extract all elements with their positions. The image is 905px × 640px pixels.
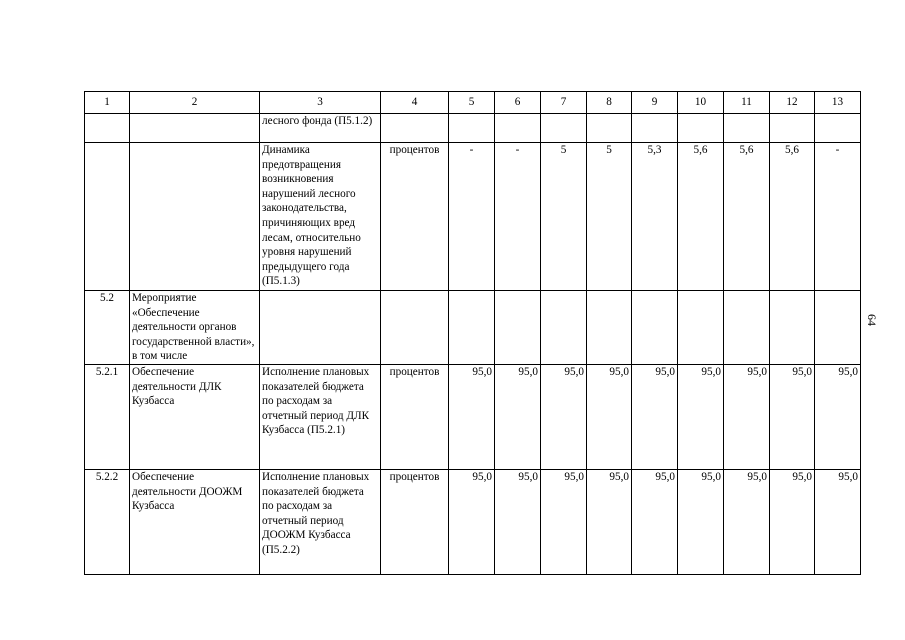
event-name: Мероприятие «Обеспечение деятельности органов государственной власти», в том числе: [130, 291, 260, 365]
value-cell: -: [495, 143, 541, 291]
row-number: 5.2.2: [85, 469, 130, 574]
value-cell: [587, 114, 632, 143]
value-cell: [815, 291, 861, 365]
page-number: 64: [865, 314, 879, 326]
col-header-10: 10: [678, 92, 724, 114]
col-header-11: 11: [724, 92, 770, 114]
indicator-name: Динамика предотвращения возникновения нарушений лесного законодательства, причиняющих вред лесам, относительно уровня нарушений предыдущего года (П5.1.3): [260, 143, 381, 291]
value-cell: 95,0: [587, 364, 632, 469]
unit-cell: процентов: [381, 143, 449, 291]
value-cell: 95,0: [770, 469, 815, 574]
value-cell: 95,0: [815, 469, 861, 574]
unit-cell: процентов: [381, 364, 449, 469]
value-cell: 5,6: [678, 143, 724, 291]
value-cell: 95,0: [449, 364, 495, 469]
event-name: Обеспечение деятельности ДООЖМ Кузбасса: [130, 469, 260, 574]
value-cell: 95,0: [678, 364, 724, 469]
col-header-2: 2: [130, 92, 260, 114]
table-row: [85, 469, 861, 574]
value-cell: [449, 114, 495, 143]
col-header-4: 4: [381, 92, 449, 114]
value-cell: [678, 291, 724, 365]
col-header-12: 12: [770, 92, 815, 114]
value-cell: 95,0: [632, 469, 678, 574]
event-name: [130, 143, 260, 291]
unit-cell: [381, 291, 449, 365]
table-row: [85, 291, 861, 365]
value-cell: [495, 291, 541, 365]
value-cell: 95,0: [770, 364, 815, 469]
row-number: 5.2.1: [85, 364, 130, 469]
value-cell: 5: [541, 143, 587, 291]
col-header-13: 13: [815, 92, 861, 114]
col-header-9: 9: [632, 92, 678, 114]
header-row: [85, 92, 861, 114]
unit-cell: процентов: [381, 469, 449, 574]
unit-cell: [381, 114, 449, 143]
event-name: Обеспечение деятельности ДЛК Кузбасса: [130, 364, 260, 469]
value-cell: 5,6: [724, 143, 770, 291]
value-cell: 5,6: [770, 143, 815, 291]
value-cell: 95,0: [541, 469, 587, 574]
value-cell: 5: [587, 143, 632, 291]
value-cell: 95,0: [449, 469, 495, 574]
col-header-6: 6: [495, 92, 541, 114]
indicator-name: Исполнение плановых показателей бюджета по расходам за отчетный период ДООЖМ Кузбасса (П5.2.2): [260, 469, 381, 574]
value-cell: [724, 291, 770, 365]
row-number: [85, 143, 130, 291]
value-cell: 95,0: [724, 364, 770, 469]
col-header-3: 3: [260, 92, 381, 114]
col-header-1: 1: [85, 92, 130, 114]
value-cell: [541, 114, 587, 143]
value-cell: 5,3: [632, 143, 678, 291]
value-cell: [678, 114, 724, 143]
indicators-table: [84, 91, 861, 575]
row-number: [85, 114, 130, 143]
value-cell: [632, 291, 678, 365]
value-cell: 95,0: [678, 469, 724, 574]
value-cell: [449, 291, 495, 365]
table-row: [85, 143, 861, 291]
indicator-name: лесного фонда (П5.1.2): [260, 114, 381, 143]
value-cell: 95,0: [724, 469, 770, 574]
col-header-8: 8: [587, 92, 632, 114]
table-row: [85, 364, 861, 469]
col-header-5: 5: [449, 92, 495, 114]
value-cell: 95,0: [632, 364, 678, 469]
value-cell: [495, 114, 541, 143]
value-cell: [632, 114, 678, 143]
value-cell: 95,0: [495, 364, 541, 469]
indicator-name: [260, 291, 381, 365]
value-cell: [724, 114, 770, 143]
value-cell: -: [815, 143, 861, 291]
table-row: [85, 114, 861, 143]
value-cell: 95,0: [541, 364, 587, 469]
col-header-7: 7: [541, 92, 587, 114]
value-cell: 95,0: [495, 469, 541, 574]
value-cell: -: [449, 143, 495, 291]
value-cell: [587, 291, 632, 365]
value-cell: [541, 291, 587, 365]
indicator-name: Исполнение плановых показателей бюджета по расходам за отчетный период ДЛК Кузбасса (П5.2.1): [260, 364, 381, 469]
value-cell: [770, 114, 815, 143]
event-name: [130, 114, 260, 143]
value-cell: 95,0: [815, 364, 861, 469]
value-cell: 95,0: [587, 469, 632, 574]
value-cell: [815, 114, 861, 143]
value-cell: [770, 291, 815, 365]
row-number: 5.2: [85, 291, 130, 365]
